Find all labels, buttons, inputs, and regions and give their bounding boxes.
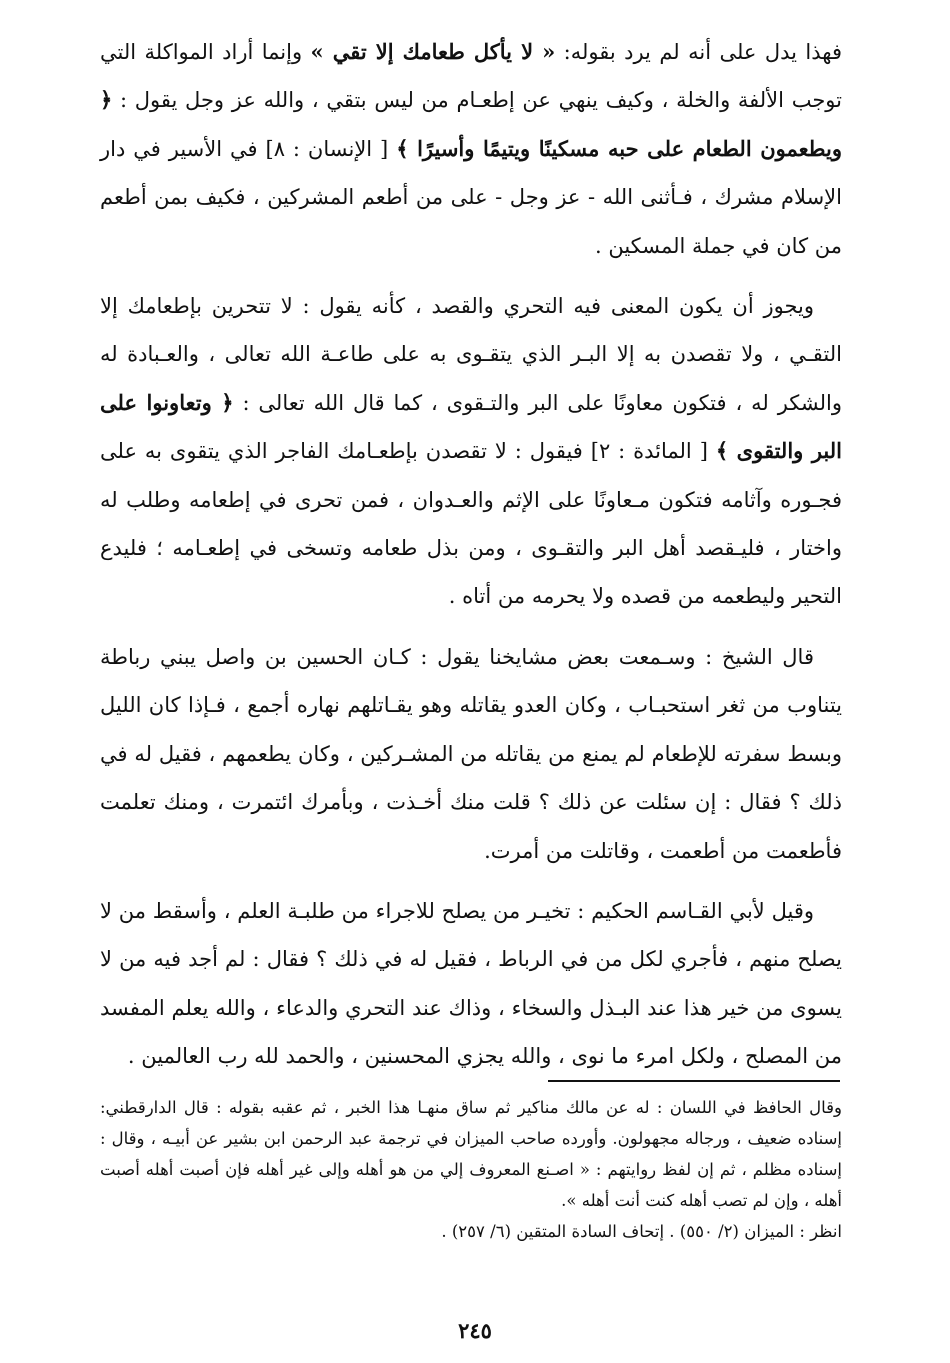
paragraph-1-text-3: [ الإنسان : ٨] في الأسير في دار الإسلام مشرك ، فـأثنى الله - عز وجل - على من أطعم المشركين ، فكيف بمن أطعم من كان في جملة المسكين . bbox=[100, 136, 842, 258]
footnote-references: انظر : الميزان (٢/ ٥٥٠) . إتحاف السادة المتقين (٦/ ٢٥٧) . bbox=[441, 1222, 842, 1241]
paragraph-4: وقيل لأبي القـاسم الحكيم : تخيـر من يصلح للاجراء من طلبـة العلم ، وأسقط من لا يصلح منهم ، فأجري لكل من في الرباط ، فقيل له في ذلك ؟ فقال : لم أجد فيه من لا يسوى من خير هذا عند البـذل والسخاء ، وذاك عند التحري والدعاء ، والله يعلم المفسد من المصلح ، ولكل امرء ما نوى ، والله يجزي المحسنين ، والحمد لله رب العالمين . bbox=[100, 898, 842, 1069]
paragraph-2 bbox=[100, 282, 842, 621]
paragraph-1-text-2: وإنما أراد المواكلة التي توجب الألفة والخلة ، وكيف ينهي عن إطعـام من ليس بتقي ، والله عز وجل يقول : bbox=[100, 40, 842, 113]
main-text bbox=[100, 28, 842, 1093]
hadith-quote: « لا يأكل طعامك إلا تقي » bbox=[310, 39, 556, 64]
paragraph-1-text-1: فهذا يدل على أنه لم يرد بقوله: bbox=[555, 40, 843, 64]
quran-verse-maida: ﴿ وتعاونوا على البر والتقوى ﴾ bbox=[100, 389, 842, 464]
paragraph-2-text-1: ويجوز أن يكون المعنى فيه التحري والقصد ، كأنه يقول : لا تتحرين بإطعامك إلا التقـي ، ولا تقصدن به إلا البـر الذي يتقـوى به على طاعـة الله تعالى ، والعـبادة له والشكر له ، فتكون معاونًا على البر والتـقوى ، كما قال الله تعالى : bbox=[100, 294, 842, 415]
footnotes bbox=[100, 1092, 842, 1247]
paragraph-2-text-2: [ المائدة : ٢] فيقول : لا تقصدن بإطعـامك الفاجر الذي يتقوى به على فجـوره وآثامه فتكون مـعاونًا على الإثم والعـدوان ، فمن تحرى في إطعامه وطلب له واختار ، فليـقصد أهل البر والتقـوى ، ومن بذل طعامه وتسخى في إطعـامه ؛ فليدع التحير وليطعمه من قصده ولا يحرمه من أتاه . bbox=[100, 439, 842, 609]
page-number: ٢٤٥ bbox=[458, 1318, 492, 1343]
paragraph-3: قال الشيخ : وسـمعت بعض مشايخنا يقول : كـان الحسين بن واصل يبني رباطة يتناوب من ثغر استحبـاب ، وكان العدو يقاتله وهو يقـاتلهم نهاره أجمع ، فـإذا كان الليل وبسط سفرته للإطعام لم يمنع من يقاتله من المشـركين ، وكان يطعمهم ، فقيل له في ذلك ؟ فقال : إن سئلت عن ذلك ؟ قلت منك أخـذت ، وبأمرك ائتمرت ، ومنك تعلمت فأطعمت من أطعمت ، وقاتلت من أمرت. bbox=[100, 644, 842, 863]
footnote-text: وقال الحافظ في اللسان : له عن مالك مناكير ثم ساق منهـا هذا الخبر ، ثم عقبه بقوله : قال الدارقطني: إسناده ضعيف ، ورجاله مجهولون. وأورده صاحب الميزان في ترجمة عبد الرحمن ابن بشير عن أبيـه ، وقال : إسناده مظلم ، ثم إن لفظ روايتهم : « اصـنع المعروف إلي من هو أهله وإلى غير أهله فإن أصبت أهله أصبت أهله ، وإن لم تصب أهله كنت أنت أهله ». bbox=[100, 1098, 842, 1210]
paragraph-1 bbox=[100, 28, 842, 270]
quran-verse-insan: ﴿ ويطعمون الطعام على حبه مسكينًا ويتيمًا وأسيرًا ﴾ bbox=[100, 87, 842, 161]
footnote-divider bbox=[548, 1080, 840, 1082]
